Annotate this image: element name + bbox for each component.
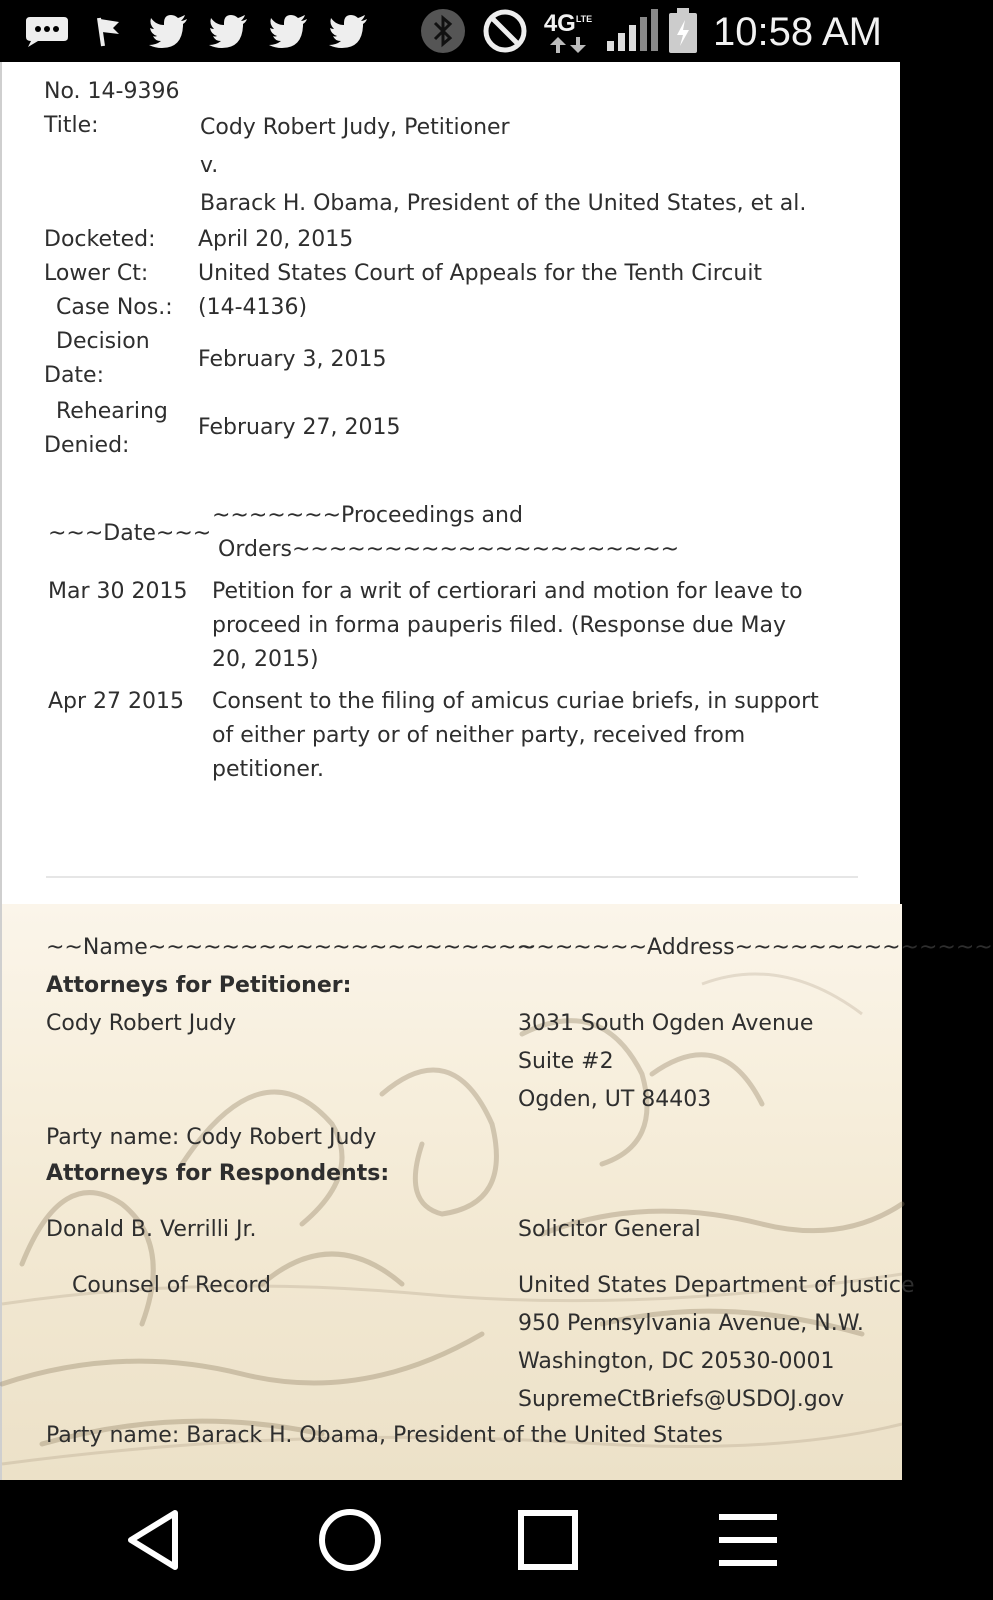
home-button[interactable] xyxy=(290,1500,410,1580)
case-numbers-value: (14-4136) xyxy=(198,295,308,320)
petitioner-name: Cody Robert Judy, Petitioner xyxy=(200,115,510,140)
petitioner-attorney-name: Cody Robert Judy xyxy=(46,1011,237,1036)
petitioner-address-line: Ogden, UT 84403 xyxy=(518,1087,712,1112)
proceeding-text: 20, 2015) xyxy=(212,647,319,672)
back-icon xyxy=(119,1505,189,1575)
respondent-attorneys-heading: Attorneys for Respondents: xyxy=(46,1161,390,1186)
network-4g-lte-icon xyxy=(536,8,600,54)
recents-button[interactable] xyxy=(488,1500,608,1580)
decision-date-value: February 3, 2015 xyxy=(198,347,387,372)
flag-icon xyxy=(90,8,126,54)
respondent-address-line: United States Department of Justice xyxy=(518,1273,915,1298)
respondent-address-line: Washington, DC 20530-0001 xyxy=(518,1349,835,1374)
petitioner-attorneys-heading: Attorneys for Petitioner: xyxy=(46,973,352,998)
network-lte-label: LTE xyxy=(575,13,593,24)
versus-text: v. xyxy=(200,153,219,178)
back-button[interactable] xyxy=(94,1500,214,1580)
recents-icon xyxy=(513,1505,583,1575)
docket-page xyxy=(0,62,993,1480)
docketed-value: April 20, 2015 xyxy=(198,227,354,252)
proceeding-text: of either party or of neither party, received from xyxy=(212,723,746,748)
respondent-attorney-title: Solicitor General xyxy=(518,1217,701,1242)
menu-icon xyxy=(713,1505,783,1575)
proceedings-header-line2: Orders~~~~~~~~~~~~~~~~~~~~~ xyxy=(218,537,680,562)
signal-icon xyxy=(604,8,660,54)
address-column-header: ~~~~~~~Address~~~~~~~~~~~~~~ xyxy=(518,935,993,960)
counsel-of-record: Counsel of Record xyxy=(72,1273,272,1298)
decision-date-label: Decision xyxy=(56,329,150,354)
home-icon xyxy=(315,1505,385,1575)
respondent-attorney-name: Donald B. Verrilli Jr. xyxy=(46,1217,257,1242)
decision-date-label-2: Date: xyxy=(44,363,104,388)
proceeding-date: Mar 30 2015 xyxy=(48,579,188,604)
petitioner-address-line: Suite #2 xyxy=(518,1049,614,1074)
battery-icon xyxy=(666,8,700,54)
rehearing-label-2: Denied: xyxy=(44,433,130,458)
do-not-disturb-icon xyxy=(480,8,530,54)
twitter-icon xyxy=(208,8,250,54)
twitter-icon xyxy=(328,8,370,54)
section-divider xyxy=(46,876,858,878)
petitioner-party-name: Party name: Cody Robert Judy xyxy=(46,1125,377,1150)
twitter-icon xyxy=(148,8,190,54)
respondent-name: Barack H. Obama, President of the United States, et al. xyxy=(200,191,807,216)
rehearing-value: February 27, 2015 xyxy=(198,415,401,440)
proceeding-text: Petition for a writ of certiorari and motion for leave to xyxy=(212,579,803,604)
case-numbers-label: Case Nos.: xyxy=(56,295,173,320)
petitioner-address-line: 3031 South Ogden Avenue xyxy=(518,1011,814,1036)
lower-court-label: Lower Ct: xyxy=(44,261,149,286)
navigation-bar xyxy=(0,1480,900,1600)
respondent-email[interactable]: SupremeCtBriefs@USDOJ.gov xyxy=(518,1387,845,1412)
status-time: 10:58 AM xyxy=(712,10,882,54)
proceedings-date-header: ~~~Date~~~ xyxy=(48,521,212,546)
bluetooth-icon xyxy=(418,8,468,54)
lower-court-value: United States Court of Appeals for the Tenth Circuit xyxy=(198,261,763,286)
rehearing-label: Rehearing xyxy=(56,399,168,424)
message-icon xyxy=(22,8,72,54)
network-type-label: 4G xyxy=(543,9,576,37)
docketed-label: Docketed: xyxy=(44,227,156,252)
name-column-header: ~~Name~~~~~~~~~~~~~~~~~~~~~ xyxy=(46,935,535,960)
docket-number: No. 14-9396 xyxy=(44,79,180,104)
proceedings-header-line1: ~~~~~~~Proceedings and xyxy=(212,503,523,528)
proceeding-date: Apr 27 2015 xyxy=(48,689,185,714)
twitter-icon xyxy=(268,8,310,54)
menu-button[interactable] xyxy=(688,1500,808,1580)
respondent-address-line: 950 Pennsylvania Avenue, N.W. xyxy=(518,1311,864,1336)
respondent-party-name: Party name: Barack H. Obama, President of the United States xyxy=(46,1423,723,1448)
title-label: Title: xyxy=(44,113,99,138)
proceeding-text: proceed in forma pauperis filed. (Response due May xyxy=(212,613,787,638)
proceeding-text: Consent to the filing of amicus curiae briefs, in support xyxy=(212,689,819,714)
status-bar xyxy=(0,0,900,62)
proceeding-text: petitioner. xyxy=(212,757,324,782)
